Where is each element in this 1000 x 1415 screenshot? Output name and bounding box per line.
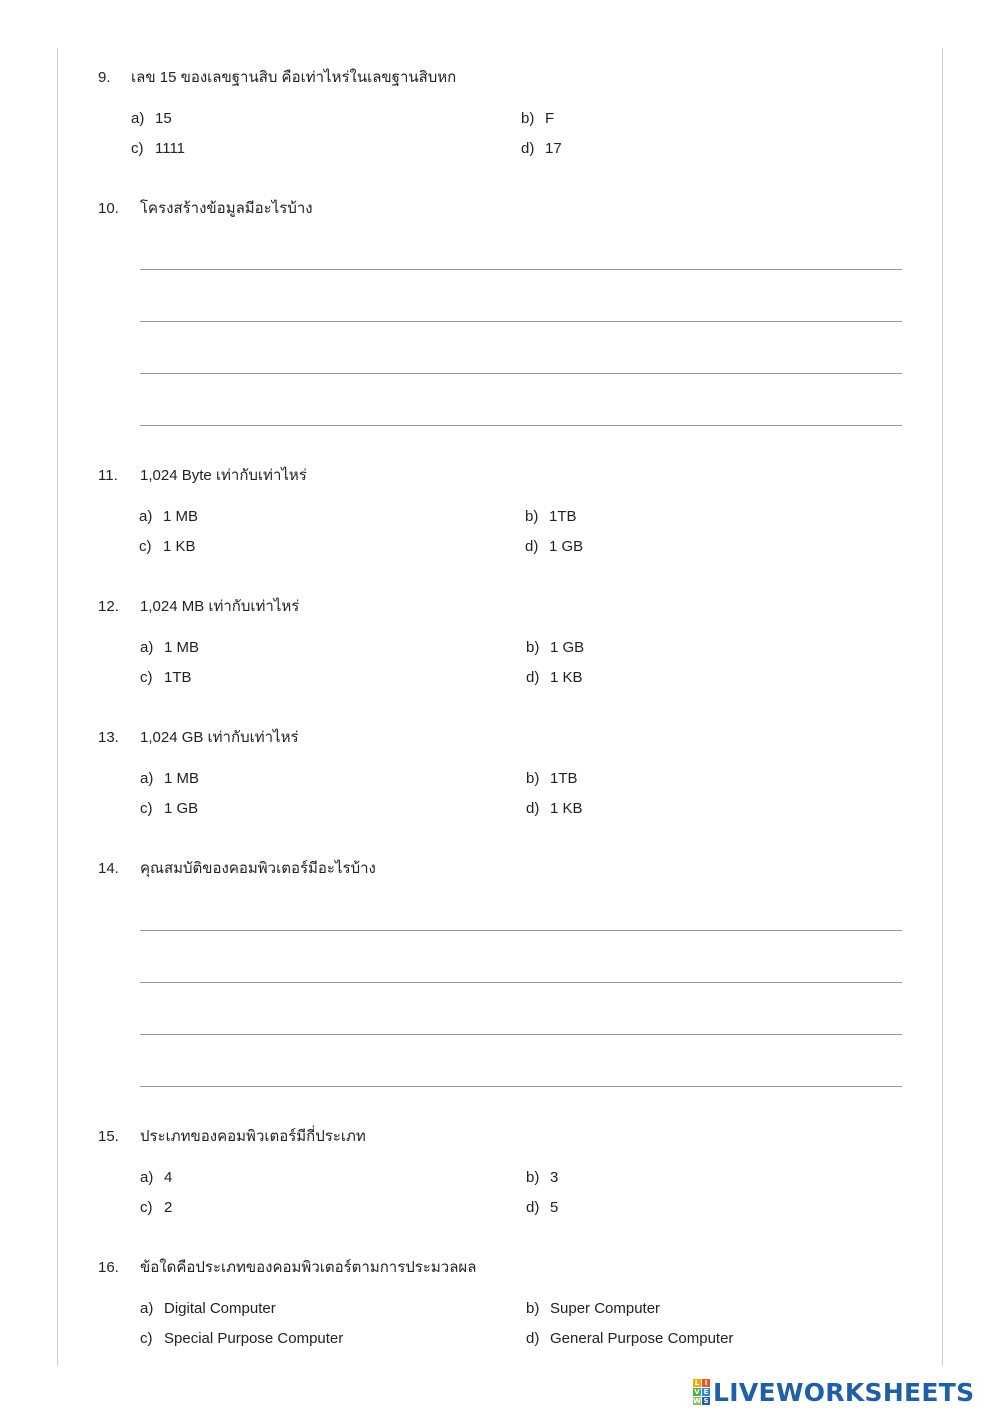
option-c[interactable] (140, 800, 198, 818)
option-b[interactable] (525, 508, 577, 526)
option-letter: b) (521, 110, 535, 127)
question-text: ข้อใดคือประเภทของคอมพิวเตอร์ตามการประมวลผล (140, 1259, 477, 1276)
answer-line[interactable] (140, 321, 902, 322)
option-text: 1TB (164, 669, 192, 686)
option-text: 1 KB (550, 800, 583, 817)
answer-line[interactable] (140, 425, 902, 426)
option-letter: a) (131, 110, 145, 127)
option-letter: d) (526, 1330, 540, 1347)
option-text: 4 (164, 1169, 173, 1186)
option-a[interactable] (131, 110, 172, 128)
option-letter: b) (525, 508, 539, 525)
question-12 (98, 598, 918, 698)
question-number: 10. (98, 200, 119, 217)
question-16 (98, 1259, 918, 1359)
option-text: General Purpose Computer (550, 1330, 734, 1347)
logo-mark-cell: L (694, 1379, 700, 1387)
option-c[interactable] (140, 669, 192, 687)
question-number: 13. (98, 729, 119, 746)
option-letter: c) (140, 800, 153, 817)
option-text: 1 MB (163, 508, 199, 525)
option-letter: a) (140, 1169, 154, 1186)
option-text: 5 (550, 1199, 559, 1216)
answer-line[interactable] (140, 1086, 902, 1087)
answer-line[interactable] (140, 930, 902, 931)
option-text: F (545, 110, 555, 127)
question-text: 1,024 GB เท่ากับเท่าไหร่ (140, 729, 299, 746)
question-14 (98, 860, 918, 880)
logo-text: LIVEWORKSHEETS (713, 1377, 975, 1407)
logo-mark-cell: W (693, 1397, 701, 1405)
option-d[interactable] (526, 800, 583, 818)
option-text: Digital Computer (164, 1300, 276, 1317)
liveworksheets-logo[interactable] (693, 1374, 974, 1410)
option-letter: a) (139, 508, 153, 525)
option-c[interactable] (140, 1199, 172, 1217)
liveworksheets-logo-mark-icon (693, 1379, 710, 1405)
option-letter: d) (526, 1199, 540, 1216)
option-letter: d) (526, 800, 540, 817)
option-letter: d) (526, 669, 540, 686)
option-text: 15 (155, 110, 172, 127)
option-text: 1 GB (164, 800, 199, 817)
option-c[interactable] (139, 538, 196, 556)
option-letter: c) (131, 140, 144, 157)
option-text: 1 MB (164, 770, 200, 787)
option-c[interactable] (140, 1330, 343, 1348)
option-d[interactable] (521, 140, 562, 158)
answer-line[interactable] (140, 373, 902, 374)
option-letter: b) (526, 1169, 540, 1186)
logo-mark-cell: I (702, 1379, 710, 1387)
page-left-border (57, 48, 58, 1366)
option-text: 1 MB (164, 639, 200, 656)
option-text: 2 (164, 1199, 173, 1216)
question-number: 16. (98, 1259, 119, 1276)
option-text: 3 (550, 1169, 559, 1186)
option-d[interactable] (526, 669, 583, 687)
option-letter: c) (140, 1199, 153, 1216)
question-15 (98, 1128, 918, 1228)
option-letter: b) (526, 770, 540, 787)
logo-mark-cell: S (703, 1397, 709, 1405)
option-letter: c) (140, 669, 153, 686)
option-d[interactable] (526, 1199, 558, 1217)
question-number: 12. (98, 598, 119, 615)
question-13 (98, 729, 918, 829)
option-b[interactable] (526, 1169, 558, 1187)
option-d[interactable] (526, 1330, 733, 1348)
question-text: เลข 15 ของเลขฐานสิบ คือเท่าไหร่ในเลขฐานสิบหก (131, 69, 457, 86)
option-a[interactable] (140, 1169, 172, 1187)
option-b[interactable] (526, 639, 584, 657)
logo-mark-cell: V (694, 1388, 700, 1396)
option-b[interactable] (521, 110, 554, 128)
option-letter: c) (139, 538, 152, 555)
option-letter: a) (140, 770, 154, 787)
question-text: โครงสร้างข้อมูลมีอะไรบ้าง (140, 200, 313, 217)
option-text: 1 GB (549, 538, 584, 555)
option-text: 1 KB (163, 538, 196, 555)
option-c[interactable] (131, 140, 185, 158)
option-text: 1TB (549, 508, 577, 525)
logo-mark-cell: E (703, 1388, 709, 1396)
answer-line[interactable] (140, 1034, 902, 1035)
option-text: 17 (545, 140, 562, 157)
question-11 (98, 467, 918, 567)
option-a[interactable] (140, 639, 199, 657)
question-number: 15. (98, 1128, 119, 1145)
option-a[interactable] (139, 508, 198, 526)
option-a[interactable] (140, 1300, 276, 1318)
option-d[interactable] (525, 538, 583, 556)
option-letter: d) (525, 538, 539, 555)
question-number: 11. (98, 467, 118, 484)
question-text: คุณสมบัติของคอมพิวเตอร์มีอะไรบ้าง (140, 860, 376, 877)
option-letter: a) (140, 1300, 154, 1317)
question-number: 14. (98, 860, 119, 877)
question-number: 9. (98, 69, 111, 86)
option-letter: d) (521, 140, 535, 157)
option-b[interactable] (526, 770, 578, 788)
option-letter: b) (526, 1300, 540, 1317)
option-letter: b) (526, 639, 540, 656)
option-text: 1111 (155, 140, 186, 157)
option-text: 1 GB (550, 639, 585, 656)
option-letter: c) (140, 1330, 153, 1347)
option-a[interactable] (140, 770, 199, 788)
question-10 (98, 200, 918, 220)
option-b[interactable] (526, 1300, 660, 1318)
answer-line[interactable] (140, 982, 902, 983)
option-text: 1 KB (550, 669, 583, 686)
option-text: 1TB (550, 770, 578, 787)
question-9 (98, 69, 918, 169)
option-text: Super Computer (550, 1300, 661, 1317)
question-text: 1,024 Byte เท่ากับเท่าไหร่ (140, 467, 307, 484)
question-text: ประเภทของคอมพิวเตอร์มีกี่ประเภท (140, 1128, 366, 1145)
option-letter: a) (140, 639, 154, 656)
page-right-border (942, 48, 943, 1366)
option-text: Special Purpose Computer (164, 1330, 344, 1347)
answer-line[interactable] (140, 269, 902, 270)
question-text: 1,024 MB เท่ากับเท่าไหร่ (140, 598, 300, 615)
